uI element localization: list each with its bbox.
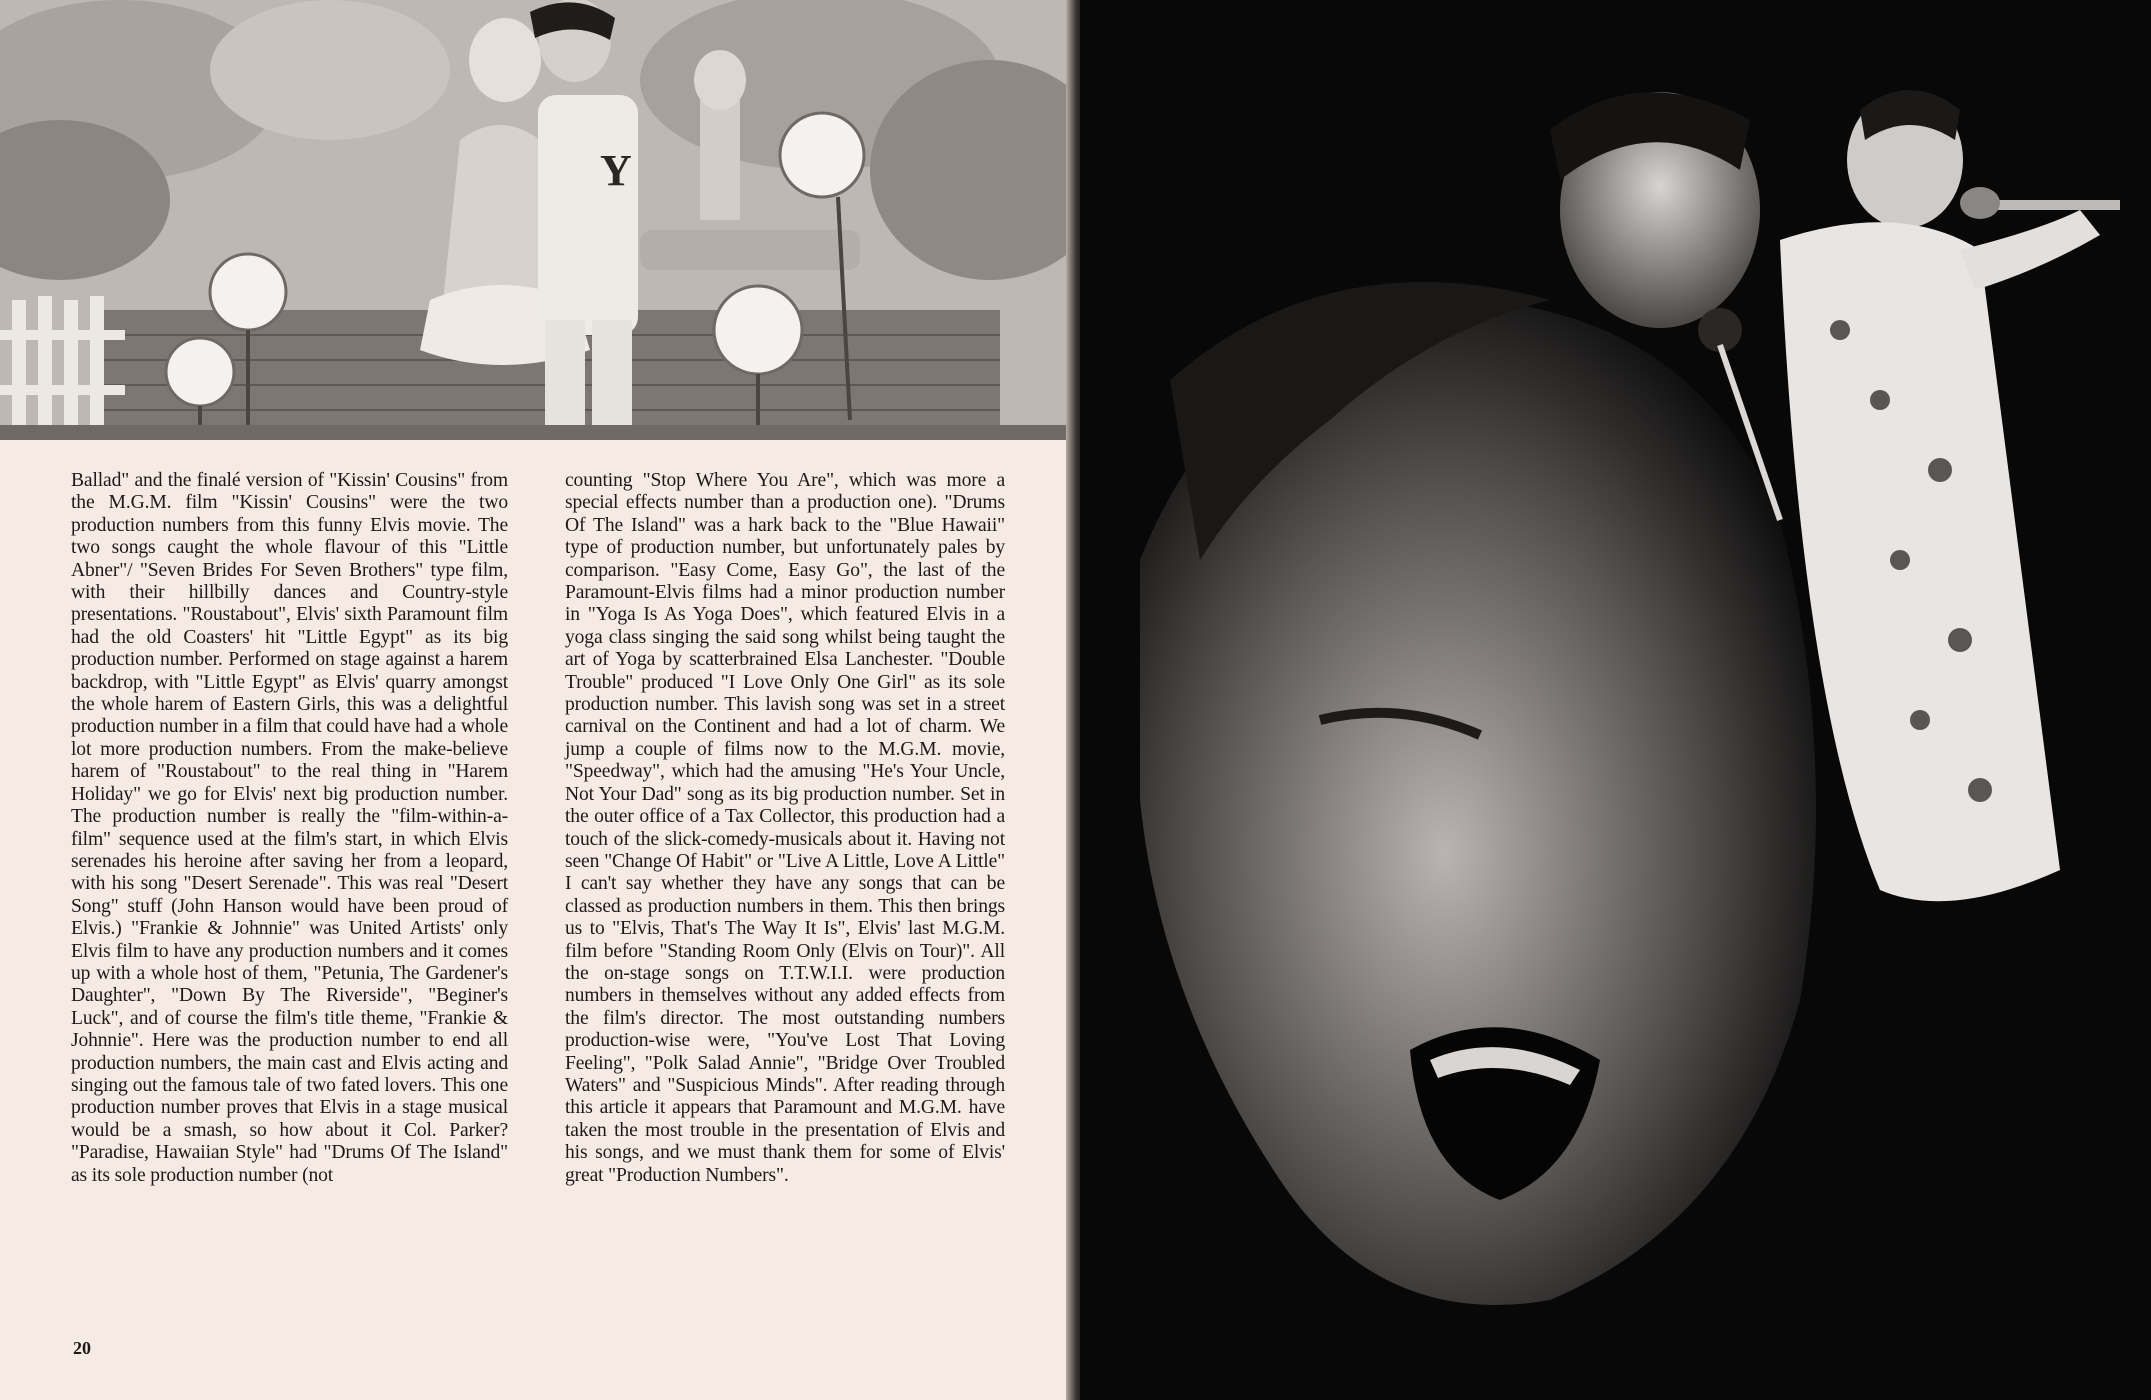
- article-column-2: counting "Stop Where You Are", which was more a special effects number than a production one). "Drums Of The Island" was a hark back to the "Blue Hawaii" type of production number, but unfortunately pales by comparison. "Easy Come, Easy Go", the last of the Paramount-Elvis films had a minor production number in "Yoga Is As Yoga Does", which featured Elvis in a yoga class singing the said song whilst being taught the art of Yoga by scatterbrained Elsa Lanchester. "Double Trouble" produced "I Love Only One Girl" as its sole production number. This lavish song was set in a street carnival on the Continent and had a lot of charm. We jump a couple of films now to the M.G.M. movie, "Speedway", which had the amusing "He's Your Uncle, Not Your Dad" song as its big production number. Set in the outer office of a Tax Collector, this production had a touch of the slick-comedy-musicals about it. Having not seen "Change Of Habit" or "Live A Little, Love A Little" I can't say whether they have any songs that can be classed as production numbers in them. This then brings us to "Elvis, That's The Way It Is", Elvis' last M.G.M. film before "Standing Room Only (Elvis on Tour)". All the on-stage songs on T.T.W.I.I. were production numbers in themselves without any added effects from the film's director. The most outstanding numbers production-wise were, "You've Lost That Loving Feeling", "Polk Salad Annie", "Bridge Over Troubled Waters" and "Suspicious Minds". After reading through this article it appears that Paramount and M.G.M. have taken the most trouble in the presentation of Elvis and his songs, and we must thank them for some of Elvis' great "Production Numbers".: [565, 470, 1005, 1186]
- page-number: 20: [73, 1338, 91, 1358]
- right-page-photo: [1080, 0, 2151, 1400]
- article-column-1: Ballad" and the finalé version of "Kissin' Cousins" from the M.G.M. film "Kissin' Cousins" were the two production numbers from this funny Elvis movie. The two songs caught the whole flavour of this "Little Abner"/ "Seven Brides For Seven Brothers" type film, with their hillbilly dances and Country-style presentations. "Roustabout", Elvis' sixth Paramount film had the old Coasters' hit "Little Egypt" as its big production number. Performed on stage against a harem backdrop, with "Little Egypt" as Elvis' quarry amongst the whole harem of Eastern Girls, this was a delightful production number in a film that could have had a whole lot more production numbers. From the make-believe harem of "Roustabout" to the real thing in "Harem Holiday" we go for Elvis' next big production number. The production number is really the "film-within-a-film" sequence used at the film's start, in which Elvis serenades his heroine after saving her from a leopard, with his song "Desert Serenade". This was real "Desert Song" stuff (John Hanson would have been proud of Elvis.) "Frankie & Johnnie" was United Artists' only Elvis film to have any production numbers and it comes up with a whole host of them, "Petunia, The Gardener's Daughter", "Down By The Riverside", "Beginer's Luck", and of course the film's title theme, "Frankie & Johnnie". Here was the production number to end all production numbers, the main cast and Elvis acting and singing out the famous tale of two fated lovers. This one production number proves that Elvis in a stage musical would be a smash, so how about it Col. Parker? "Paradise, Hawaiian Style" had "Drums Of The Island" as its sole production number (not: [71, 470, 508, 1186]
- musical-scene-illustration: [0, 0, 1068, 440]
- jacket-letter: Y: [600, 146, 632, 195]
- left-page: [0, 0, 1068, 1400]
- singer-portrait-illustration: [1080, 0, 2151, 1400]
- musical-scene-photo: [0, 0, 1068, 440]
